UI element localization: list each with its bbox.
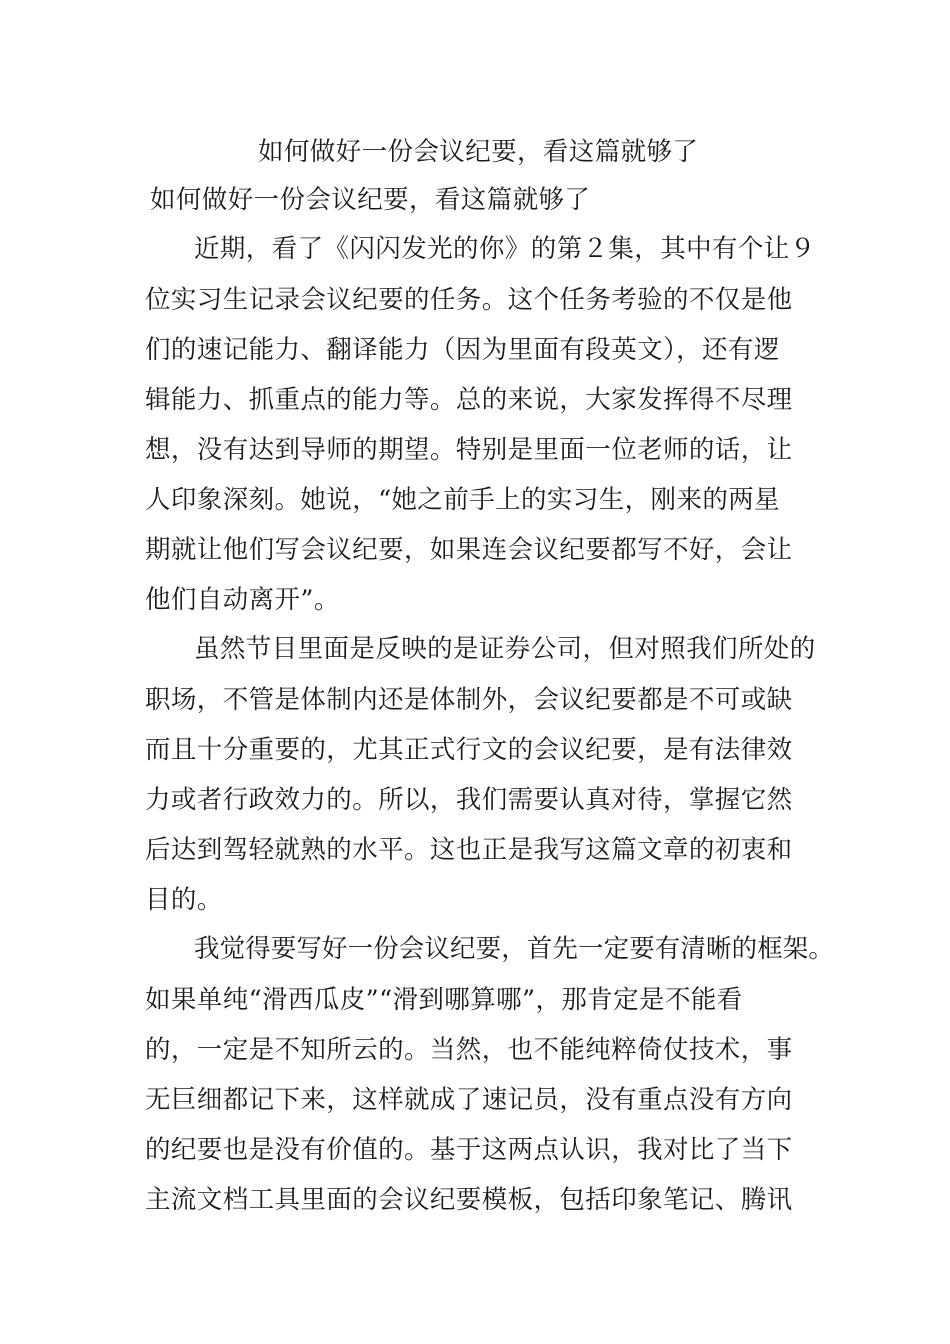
paragraph-line: 力或者行政效力的。所以，我们需要认真对待，掌握它然 bbox=[145, 785, 793, 815]
paragraph-line: 们的速记能力、翻译能力（因为里面有段英文），还有逻 bbox=[145, 335, 780, 365]
paragraph-line: 辑能力、抓重点的能力等。总的来说，大家发挥得不尽理 bbox=[145, 385, 793, 415]
paragraph-line: 期就让他们写会议纪要，如果连会议纪要都写不好，会让 bbox=[145, 535, 793, 565]
paragraph-line: 虽然节目里面是反映的是证券公司，但对照我们所处的 bbox=[194, 634, 816, 664]
paragraph-line: 无巨细都记下来，这样就成了速记员，没有重点没有方向 bbox=[145, 1085, 793, 1115]
paragraph-line: 想，没有达到导师的期望。特别是里面一位老师的话，让 bbox=[145, 435, 793, 465]
document-subtitle: 如何做好一份会议纪要，看这篇就够了 bbox=[150, 185, 591, 215]
document-title: 如何做好一份会议纪要，看这篇就够了 bbox=[258, 137, 699, 167]
paragraph-line: 后达到驾轻就熟的水平。这也正是我写这篇文章的初衷和 bbox=[145, 835, 793, 865]
paragraph-line: 的纪要也是没有价值的。基于这两点认识，我对比了当下 bbox=[145, 1135, 793, 1165]
paragraph-line: 而且十分重要的，尤其正式行文的会议纪要，是有法律效 bbox=[145, 735, 793, 765]
paragraph-line: 位实习生记录会议纪要的任务。这个任务考验的不仅是他 bbox=[145, 285, 793, 315]
paragraph-line: 如果单纯“滑西瓜皮”“滑到哪算哪”，那肯定是不能看 bbox=[145, 985, 743, 1015]
paragraph-line: 我觉得要写好一份会议纪要，首先一定要有清晰的框架。 bbox=[194, 934, 835, 964]
paragraph-line: 职场，不管是体制内还是体制外，会议纪要都是不可或缺 bbox=[145, 685, 793, 715]
paragraph-line: 人印象深刻。她说，“她之前手上的实习生，刚来的两星 bbox=[145, 485, 781, 515]
paragraph-line: 他们自动离开”。 bbox=[145, 585, 340, 615]
paragraph-line: 主流文档工具里面的会议纪要模板，包括印象笔记、腾讯 bbox=[145, 1185, 793, 1215]
paragraph-line: 的，一定是不知所云的。当然，也不能纯粹倚仗技术，事 bbox=[145, 1035, 793, 1065]
paragraph-line: 近期，看了《闪闪发光的你》的第２集，其中有个让９ bbox=[194, 234, 816, 264]
paragraph-line: 目的。 bbox=[145, 885, 223, 915]
